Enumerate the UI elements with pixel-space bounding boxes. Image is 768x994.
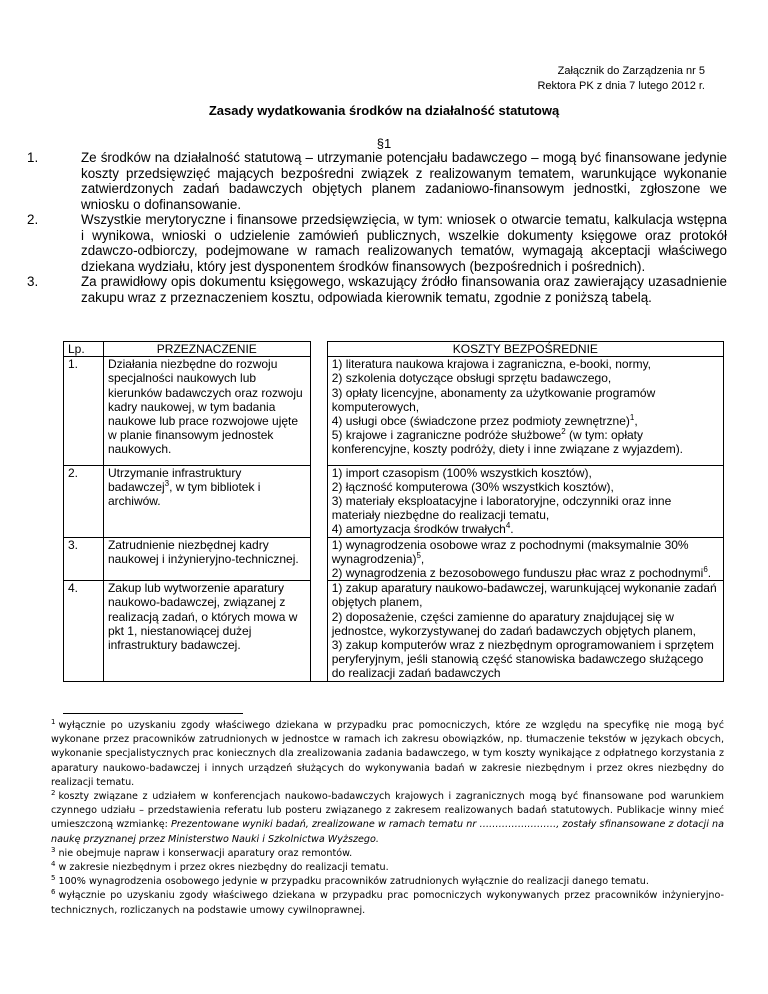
- footnote-ref: 2: [561, 427, 566, 437]
- cost-item: 2) łączność komputerowa (30% wszystkich kosztów),: [331, 479, 614, 494]
- table-row: [64, 465, 724, 537]
- cost-item: 3) materiały eksploatacyjne i laboratoryjne, odczynniki oraz inne materiały niezbędne do realizacji tematu,: [331, 494, 672, 523]
- row-lp: 3.: [64, 537, 104, 581]
- footnote: $^6$ wyłącznie po uzyskaniu zgody właściwego dziekana w przypadku prac pomocniczych wykonywanych przez pracowników inżynieryjno-technicznych, rozliczanych na podstawie umowy cywilnoprawnej.: [51, 888, 724, 916]
- header-line-1: Załącznik do Zarządzenia nr 5: [557, 65, 705, 77]
- row-costs: [327, 581, 723, 681]
- table-row: [64, 357, 724, 465]
- header-line-2: Rektora PK z dnia 7 lutego 2012 r.: [537, 80, 705, 92]
- cost-item: 2) doposażenie, części zamienne do aparatury znajdującej się w jednostce, wykorzystywanej do zadań badawczych objętych planem,: [331, 609, 696, 638]
- footnotes: [51, 719, 724, 918]
- footnote: $^2$ koszty związane z udziałem w konferencjach naukowo-badawczych krajowych i zagranicznych mogą być finansowane pod warunkiem czynnego udziału – przedstawienia referatu lub posteru związanego z zakresem realizowanych badań statutowych. Publikacje winny mieć umieszczoną wzmiankę: Prezentowane wyniki badań, zrealizowane w ramach tematu nr ……………………, zostały sfinansowane z dotacji na naukę przyznanej przez Ministerstwo Nauki i Szkolnictwa Wyższego.: [51, 788, 724, 845]
- row-costs: [327, 465, 723, 537]
- cost-item: 1) import czasopism (100% wszystkich kosztów),: [331, 465, 592, 480]
- list-item: [27, 150, 727, 212]
- footnote: $^1$ wyłącznie po uzyskaniu zgody właściwego dziekana w przypadku prac pomocniczych, które ze względu na specyfikę nie mogą być wykonane przez pracowników zatrudnionych w jednostce w ramach ich zakresu obowiązków, np. tłumaczenie tekstów w językach obcych, wykonanie specjalistycznych prac koniecznych dla zrealizowania zadania badawczego, w tym koszty wynikające z odpłatnego korzystania z aparatury naukowo-badawczej i innych urządzeń służących do wykonywania badań w zakresie niezbędnym i przez okres niezbędny do realizacji tematu.: [51, 717, 724, 788]
- costs-table: [63, 341, 724, 682]
- cost-item: 1) zakup aparatury naukowo-badawczej, warunkującej wykonanie zadań objętych planem,: [331, 581, 717, 610]
- list-item-text: Ze środków na działalność statutową – utrzymanie potencjału badawczego – mogą być finansowane jedynie koszty przedsięwzięć mających bezpośredni związek z realizowanym tematem, warunkujące wykonanie zatwierdzonych zadań badawczych objętych planem zadaniowo-finansowym jednostki, zgłoszone we wniosku o dofinansowanie.: [81, 150, 727, 212]
- list-item-text: Wszystkie merytoryczne i finansowe przedsięwzięcia, w tym: wniosek o otwarcie tematu, kalkulacja wstępna i wynikowa, wnioski o udzielenie zamówień publicznych, wszelkie dokumenty księgowe oraz protokół zdawczo-odbiorczy, podejmowane w ramach realizowanych tematów, wymagają akceptacji właściwego dziekana wydziału, który jest dysponentem środków finansowych (bezpośrednich i pośrednich).: [81, 212, 727, 274]
- row-costs: [327, 537, 723, 581]
- document-title: Zasady wydatkowania środków na działalność statutową: [208, 103, 560, 118]
- cost-item: 1) literatura naukowa krajowa i zagraniczna, e-booki, normy,: [331, 357, 652, 372]
- list-item-number: 3.: [27, 274, 39, 289]
- header-purpose: PRZEZNACZENIE: [103, 342, 310, 357]
- footnote-ref: 3: [164, 478, 170, 488]
- cost-item: 3) zakup komputerów wraz z niezbędnym oprogramowaniem i sprzętem peryferyjnym, jeśli stanowią część stanowiska badawczego służącego do realizacji zadań badawczych: [331, 638, 714, 681]
- cost-item: 1) wynagrodzenia osobowe wraz z pochodnymi (maksymalnie 30% wynagrodzenia)$^5$,: [331, 537, 689, 566]
- table-header-row: [64, 342, 724, 357]
- list-item: [27, 212, 727, 274]
- row-lp: 4.: [64, 581, 104, 681]
- footnote-ref: 4: [505, 521, 511, 531]
- footnote-ref: 1: [629, 413, 635, 423]
- cost-item: 2) wynagrodzenia z bezosobowego funduszu płac wraz z pochodnymi$^6$.: [331, 565, 712, 581]
- list-item-number: 1.: [27, 150, 39, 165]
- row-costs: [327, 357, 723, 465]
- list-item-text: Za prawidłowy opis dokumentu księgowego, wskazujący źródło finansowania oraz zawierający uzasadnienie zakupu wraz z przeznaczeniem kosztu, odpowiada kierownik tematu, zgodnie z poniższą tabelą.: [81, 274, 727, 305]
- table-row: [64, 581, 724, 681]
- attachment-header: [537, 64, 705, 94]
- rules-list: [27, 150, 727, 305]
- header-costs: KOSZTY BEZPOŚREDNIE: [327, 342, 723, 357]
- footnote-ref: 5: [416, 550, 421, 560]
- row-lp: 2.: [64, 465, 104, 537]
- cost-item: 2) szkolenia dotyczące obsługi sprzętu badawczego,: [331, 371, 612, 386]
- cost-item: 4) usługi obce (świadczone przez podmioty zewnętrzne)$^1$,: [331, 413, 638, 429]
- row-purpose: Zatrudnienie niezbędnej kadry naukowej i inżynieryjno-technicznej.: [103, 537, 310, 581]
- footnote-separator: [63, 713, 243, 714]
- row-purpose: Działania niezbędne do rozwoju specjalności naukowych lub kierunków badawczych oraz rozwoju kadry naukowej, w tym badania naukowe lub prace rozwojowe ujęte w planie finansowym jednostek naukowych.: [103, 357, 310, 465]
- row-purpose: Zakup lub wytworzenie aparatury naukowo-badawczej, związanej z realizacją zadań, o których mowa w pkt 1, niestanowiącej dużej infrastruktury badawczej.: [103, 581, 310, 681]
- footnote: $^4$ w zakresie niezbędnym i przez okres niezbędny do realizacji tematu.: [51, 859, 389, 874]
- row-lp: 1.: [64, 357, 104, 465]
- cost-item: 3) opłaty licencyjne, abonamenty za użytkowanie programów komputerowych,: [331, 385, 656, 414]
- footnote: $^3$ nie obejmuje napraw i konserwacji aparatury oraz remontów.: [51, 845, 353, 859]
- cost-item: 5) krajowe i zagraniczne podróże służbowe$^2$ (w tym: opłaty konferencyjne, koszty podróży, diety i inne związane z wyjazdem).: [331, 427, 684, 457]
- table-row: [64, 537, 724, 581]
- row-purpose: Utrzymanie infrastruktury badawczej$^3$, w tym bibliotek i archiwów.: [103, 465, 310, 537]
- header-lp: Lp.: [64, 342, 104, 357]
- list-item-number: 2.: [27, 212, 39, 227]
- list-item: [27, 274, 727, 305]
- section-mark: §1: [376, 136, 392, 151]
- footnote: $^5$ 100% wynagrodzenia osobowego jedynie w przypadku pracowników zatrudnionych wyłącznie do realizacji danego tematu.: [51, 874, 649, 888]
- footnote-ref: 6: [703, 565, 708, 575]
- cost-item: 4) amortyzacja środków trwałych$^4$.: [331, 521, 514, 537]
